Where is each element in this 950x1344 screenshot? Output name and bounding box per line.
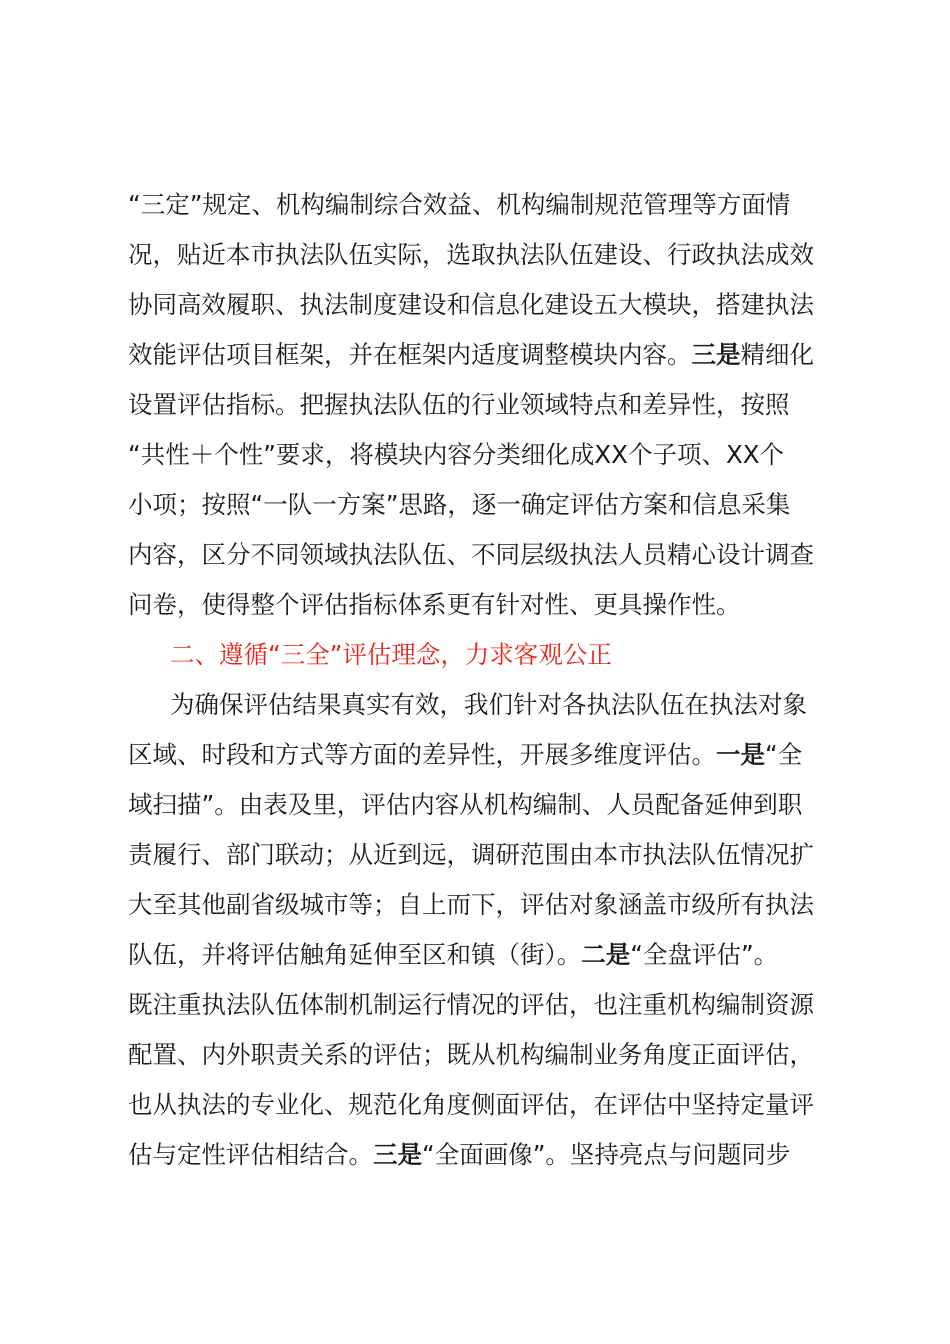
text-segment: 况，贴近本市执法队伍实际，选取执法队伍建设、行政执法成效 bbox=[128, 240, 814, 269]
text-segment: 小项；按照“一队一方案”思路，逐一确定评估方案和信息采集 bbox=[128, 490, 791, 519]
text-line bbox=[128, 1080, 844, 1130]
text-segment: 设置评估指标。把握执法队伍的行业领域特点和差异性，按照 bbox=[128, 390, 790, 419]
text-segment: 既注重执法队伍体制机制运行情况的评估，也注重机构编制资源 bbox=[128, 990, 814, 1019]
bold-keyword: 三是 bbox=[373, 1140, 422, 1169]
text-line bbox=[128, 780, 844, 830]
text-segment: 也从执法的专业化、规范化角度侧面评估，在评估中坚持定量评 bbox=[128, 1090, 814, 1119]
text-segment: 为确保评估结果真实有效，我们针对各执法队伍在执法对象 bbox=[170, 690, 807, 719]
text-segment: 精细化 bbox=[740, 340, 814, 369]
text-segment: 大至其他副省级城市等；自上而下，评估对象涵盖市级所有执法 bbox=[128, 890, 814, 919]
text-segment: 效能评估项目框架，并在框架内适度调整模块内容。 bbox=[128, 340, 692, 369]
text-segment: “全 bbox=[765, 740, 803, 769]
text-line bbox=[128, 730, 844, 780]
text-line bbox=[128, 1030, 844, 1080]
text-line bbox=[128, 180, 844, 230]
text-line bbox=[128, 330, 844, 380]
text-segment: 责履行、部门联动；从近到远，调研范围由本市执法队伍情况扩 bbox=[128, 840, 814, 869]
text-segment: 区域、时段和方式等方面的差异性，开展多维度评估。 bbox=[128, 740, 716, 769]
section-heading bbox=[128, 630, 844, 680]
text-line bbox=[128, 430, 844, 480]
text-line bbox=[128, 930, 844, 980]
bold-keyword: 三是 bbox=[691, 340, 741, 369]
text-segment: “共性＋个性”要求，将模块内容分类细化成XX个子项、XX个 bbox=[128, 440, 785, 469]
text-line bbox=[128, 230, 844, 280]
text-line bbox=[128, 1130, 844, 1180]
text-line bbox=[128, 830, 844, 880]
text-line bbox=[128, 480, 844, 530]
text-line bbox=[128, 380, 844, 430]
text-segment: 二、遵循“三全”评估理念，力求客观公正 bbox=[170, 640, 612, 669]
text-segment: 估与定性评估相结合。 bbox=[128, 1140, 373, 1169]
text-segment: 内容，区分不同领域执法队伍、不同层级执法人员精心设计调查 bbox=[128, 540, 814, 569]
text-line bbox=[128, 280, 844, 330]
text-segment: “全面画像”。坚持亮点与问题同步 bbox=[422, 1140, 791, 1169]
text-line bbox=[128, 580, 844, 630]
text-line bbox=[128, 530, 844, 580]
bold-keyword: 二是 bbox=[581, 940, 631, 969]
text-segment: 协同高效履职、执法制度建设和信息化建设五大模块，搭建执法 bbox=[128, 290, 814, 319]
text-segment: 队伍，并将评估触角延伸至区和镇（街）。 bbox=[128, 940, 582, 969]
text-segment: 域扫描”。由表及里，评估内容从机构编制、人员配备延伸到职 bbox=[128, 790, 803, 819]
bold-keyword: 一是 bbox=[716, 740, 765, 769]
text-segment: 问卷，使得整个评估指标体系更有针对性、更具操作性。 bbox=[128, 590, 741, 619]
text-segment: 配置、内外职责关系的评估；既从机构编制业务角度正面评估， bbox=[128, 1040, 814, 1069]
text-segment: “全盘评估”。 bbox=[630, 940, 779, 969]
text-line bbox=[128, 880, 844, 930]
text-line bbox=[128, 680, 844, 730]
document-body bbox=[128, 180, 844, 1180]
text-line bbox=[128, 980, 844, 1030]
text-segment: “三定”规定、机构编制综合效益、机构编制规范管理等方面情 bbox=[128, 190, 791, 219]
